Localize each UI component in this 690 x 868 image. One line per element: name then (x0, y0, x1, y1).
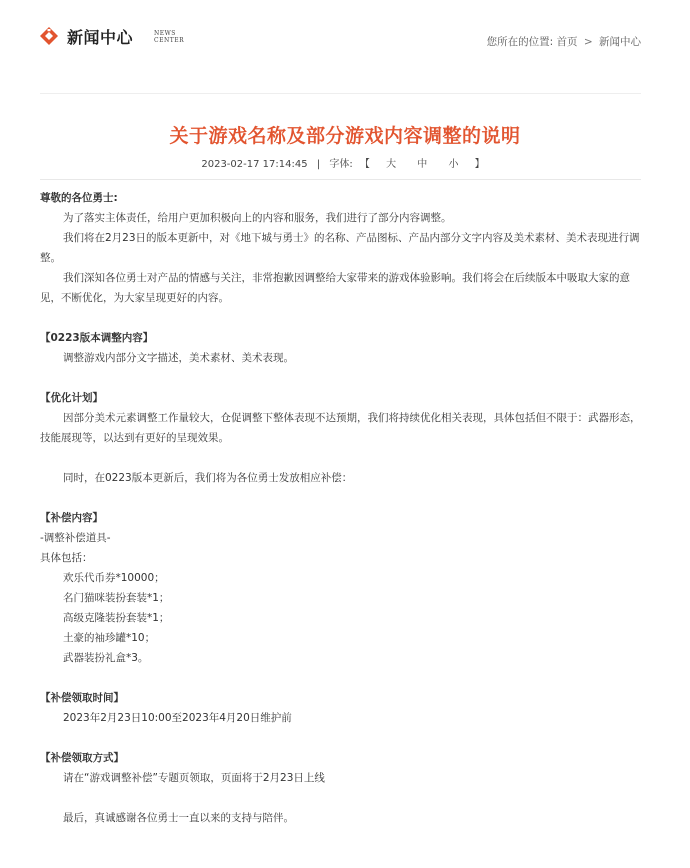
section-heading-claim-method: 【补偿领取方式】 (40, 752, 124, 764)
list-item: 欢乐代币券*10000； (63, 572, 165, 584)
font-size-bracket-open: 【 (359, 159, 370, 170)
font-size-label: 字体: (329, 159, 353, 170)
breadcrumb-separator: > (583, 36, 593, 48)
section-body-claim-method: 请在“游戏调整补偿”专题页领取，页面将于2月23日上线 (63, 772, 325, 784)
intro-paragraph: 为了落实主体责任，给用户更加积极向上的内容和服务，我们进行了部分内容调整。 (63, 212, 452, 224)
section-heading-compensation: 【补偿内容】 (40, 512, 103, 524)
list-item: 土豪的袖珍罐*10； (63, 632, 156, 644)
spacer (40, 448, 645, 468)
breadcrumb-prefix: 您所在的位置: (486, 36, 554, 48)
logo-title[interactable]: 新闻中心 (67, 28, 134, 47)
news-logo-icon[interactable] (39, 26, 59, 46)
logo-subtitle: NEWS CENTER (154, 30, 185, 44)
breadcrumb-home-link[interactable]: 首页 (556, 36, 578, 48)
section-heading-optimization: 【优化计划】 (40, 392, 103, 404)
closing-paragraph: 最后，真诚感谢各位勇士一直以来的支持与陪伴。 (63, 812, 294, 824)
spacer (40, 668, 645, 688)
header-divider (40, 93, 641, 94)
greeting: 尊敬的各位勇士: (40, 192, 118, 204)
font-size-large-button[interactable]: 大 (386, 159, 397, 170)
section-heading-adjustment: 【0223版本调整内容】 (40, 332, 154, 344)
article-body (40, 188, 645, 828)
compensation-intro: 同时，在0223版本更新后，我们将为各位勇士发放相应补偿： (63, 472, 353, 484)
meta-separator: | (316, 159, 321, 170)
compensation-list-label: 具体包括： (40, 552, 93, 564)
spacer (40, 788, 645, 808)
article-title: 关于游戏名称及部分游戏内容调整的说明 (169, 125, 521, 147)
section-body-claim-time: 2023年2月23日10:00至2023年4月20日维护前 (63, 712, 292, 724)
breadcrumb-current-link[interactable]: 新闻中心 (599, 36, 641, 48)
section-body-adjustment: 调整游戏内部分文字描述，美术素材、美术表现。 (63, 352, 294, 364)
section-heading-claim-time: 【补偿领取时间】 (40, 692, 124, 704)
compensation-subheading: -调整补偿道具- (40, 532, 111, 544)
font-size-bracket-close: 】 (474, 159, 485, 170)
list-item: 高级克隆装扮套装*1； (63, 612, 170, 624)
font-size-medium-button[interactable]: 中 (417, 159, 428, 170)
list-item: 武器装扮礼盒*3。 (63, 652, 149, 664)
section-body-optimization: 因部分美术元素调整工作量较大，仓促调整下整体表现不达预期，我们将持续优化相关表现，具体包括但不限于：武器形态，技能展现等，以达到有更好的呈现效果。 (40, 412, 641, 444)
font-size-small-button[interactable]: 小 (448, 159, 459, 170)
spacer (40, 728, 645, 748)
list-item: 名门猫咪装扮套装*1； (63, 592, 170, 604)
spacer (40, 308, 645, 328)
intro-paragraph: 我们深知各位勇士对产品的情感与关注，非常抱歉因调整给大家带来的游戏体验影响。我们将会在后续版本中吸取大家的意见，不断优化，为大家呈现更好的内容。 (40, 272, 630, 304)
breadcrumb (487, 34, 641, 49)
spacer (40, 368, 645, 388)
page-header (0, 0, 690, 80)
meta-divider (40, 179, 641, 180)
spacer (40, 488, 645, 508)
article-meta (0, 155, 690, 170)
article-date: 2023-02-17 17:14:45 (201, 159, 308, 170)
intro-paragraph: 我们将在2月23日的版本更新中，对《地下城与勇士》的名称、产品图标、产品内部分文字内容及美术素材、美术表现进行调整。 (40, 232, 640, 264)
